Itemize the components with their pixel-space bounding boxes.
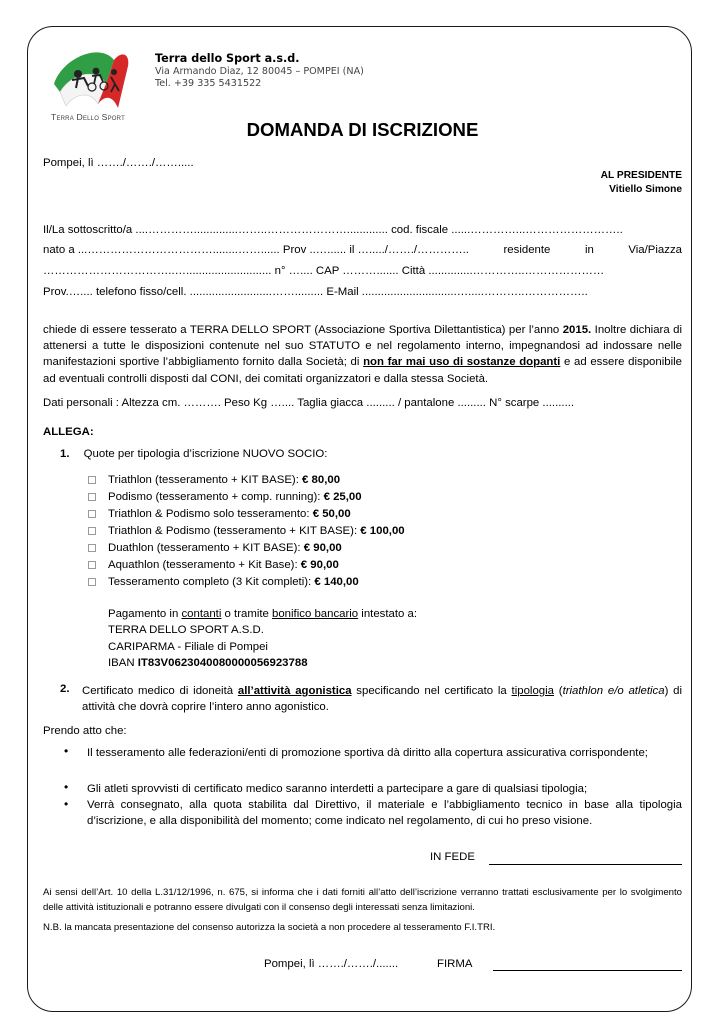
recipient-title: AL PRESIDENTE (600, 170, 682, 181)
no-doping-statement: non far mai uso di sostanze dopanti (363, 356, 561, 369)
acknowledge-heading: Prendo atto che: (43, 725, 127, 737)
allega-item-1: 1. Quote per tipologia d’iscrizione NUOVO SOCIO: (60, 448, 328, 460)
label-via-piazza: Via/Piazza (628, 244, 682, 256)
option-podismo[interactable]: Podismo (tesseramento + comp. running): € 25,00 (88, 491, 362, 503)
label-residente: residente (503, 244, 551, 256)
checkbox[interactable] (88, 510, 96, 518)
iban: IT83V0623040080000056923788 (137, 657, 308, 670)
in-fede-signature-line[interactable] (489, 852, 682, 865)
allega-item-2-number: 2. (60, 683, 70, 695)
recipient-name: Vitiello Simone (609, 184, 682, 195)
bullet-icon: • (64, 797, 69, 811)
checkbox[interactable] (88, 578, 96, 586)
field-birth-residence[interactable] (43, 244, 682, 256)
org-phone: Tel. +39 335 5431522 (155, 78, 262, 89)
year: 2015. (562, 324, 592, 336)
page-title: DOMANDA DI ISCRIZIONE (246, 119, 479, 140)
bullet-icon: • (64, 744, 69, 758)
checkbox[interactable] (88, 493, 96, 501)
option-triathlon[interactable]: Triathlon (tesseramento + KIT BASE): € 80,00 (88, 474, 340, 486)
payment-info: Pagamento in contanti o tramite bonifico bancario intestato a: TERRA DELLO SPORT A.S.D. CARIPARMA - Filiale di Pompei IBAN IT83V0623040080000056923788 (108, 608, 418, 670)
nb-notice: N.B. la mancata presentazione del consenso autorizza la società a non procedere al tesseramento F.I.TRI. (43, 922, 496, 933)
request-paragraph: chiede di essere tesserato a TERRA DELLO SPORT (Associazione Sportiva Dilettantistica) per l’anno 2015. Inoltre dichiara di attenersi a tutte le disposizioni contenute nel suo STATUTO e nel regolamento interno, impegnandosi ad indossare nelle manifestazioni sportive l’abbigliamento fornito dalla Società; di non far mai uso di sostanze dopanti e ad essere disponibile ad eventuali controlli disposti dal CONI, dei comitati organizzatori e dalla stessa Società. (43, 324, 682, 385)
checkbox[interactable] (88, 527, 96, 535)
option-duathlon[interactable]: Duathlon (tesseramento + KIT BASE): € 90,00 (88, 542, 342, 554)
field-prov-phone-email[interactable]: Prov.….... telefono fisso/cell. ..........................……......... E-Mail ..............................….....………..…………….. (43, 286, 588, 298)
field-personal-data[interactable]: Dati personali : Altezza cm. ………. Peso Kg ….... Taglia giacca ......... / pantalone ......... N° scarpe .......... (43, 397, 575, 409)
firma-label: FIRMA (437, 958, 473, 970)
allega-heading: ALLEGA: (43, 426, 94, 438)
field-address-cap-city[interactable]: ……………………………..…........................... n° ….... CAP ………....... Città ..............…………..………………… (43, 265, 605, 277)
logo-caption: Terra Dello Sport (51, 112, 125, 122)
checkbox[interactable] (88, 544, 96, 552)
footer-place-date[interactable]: Pompei, lì ……./……./....... (264, 958, 399, 970)
acknowledge-item: Gli atleti sprovvisti di certificato medico saranno interdetti a partecipare a gare di qualsiasi tipologia; (87, 783, 588, 795)
field-name-codice-fiscale[interactable]: Il/La sottoscritto/a ....…………..............……..…………………............. cod. fiscale ......…………...…………………….. (43, 224, 623, 236)
label-in: in (584, 244, 594, 256)
bullet-icon: • (64, 780, 69, 794)
field-birth[interactable]: nato a ...……………………………........……...... Prov ..…...... il …...../……./………….. (43, 244, 469, 256)
allega-item-2: Certificato medico di idoneità all’attività agonistica specificando nel certificato la tipologia (triathlon e/o atletica) di attività che dovrà coprire l’intero anno agonistico. (82, 685, 682, 714)
checkbox[interactable] (88, 561, 96, 569)
option-aquathlon[interactable]: Aquathlon (tesseramento + Kit Base): € 90,00 (88, 559, 339, 571)
option-triathlon-podismo-tesseramento[interactable]: Triathlon & Podismo solo tesseramento: € 50,00 (88, 508, 351, 520)
org-address: Via Armando Diaz, 12 80045 – POMPEI (NA) (155, 66, 364, 77)
acknowledge-item: Verrà consegnato, alla quota stabilita dal Direttivo, il materiale e l’abbigliamento tecnico in base alla tipologia d’iscrizione, e alla disponibilità del momento; come indicato nel regolamento, di cui ho preso visione. (87, 799, 682, 828)
in-fede-label: IN FEDE (430, 851, 475, 863)
org-name: Terra dello Sport a.s.d. (155, 52, 300, 65)
option-tesseramento-completo[interactable]: Tesseramento completo (3 Kit completi): € 140,00 (88, 576, 359, 588)
firma-signature-line[interactable] (493, 958, 682, 971)
place-date[interactable]: Pompei, lì ……./……./……..... (43, 157, 194, 169)
privacy-notice: Ai sensi dell’Art. 10 della L.31/12/1996, n. 675, si informa che i dati forniti all’atto dell’iscrizione verranno trattati esclusivamente per lo svolgimento delle attività istituzionali e potranno essere divulgati con il consenso degli interessati senza limitazioni. (43, 887, 682, 913)
org-header (155, 52, 364, 89)
option-triathlon-podismo-kit[interactable]: Triathlon & Podismo (tesseramento + KIT BASE): € 100,00 (88, 525, 405, 537)
recipient (601, 169, 682, 197)
acknowledge-item: Il tesseramento alle federazioni/enti di promozione sportiva dà diritto alla copertura assicurativa corrispondente; (87, 747, 648, 759)
checkbox[interactable] (88, 476, 96, 484)
